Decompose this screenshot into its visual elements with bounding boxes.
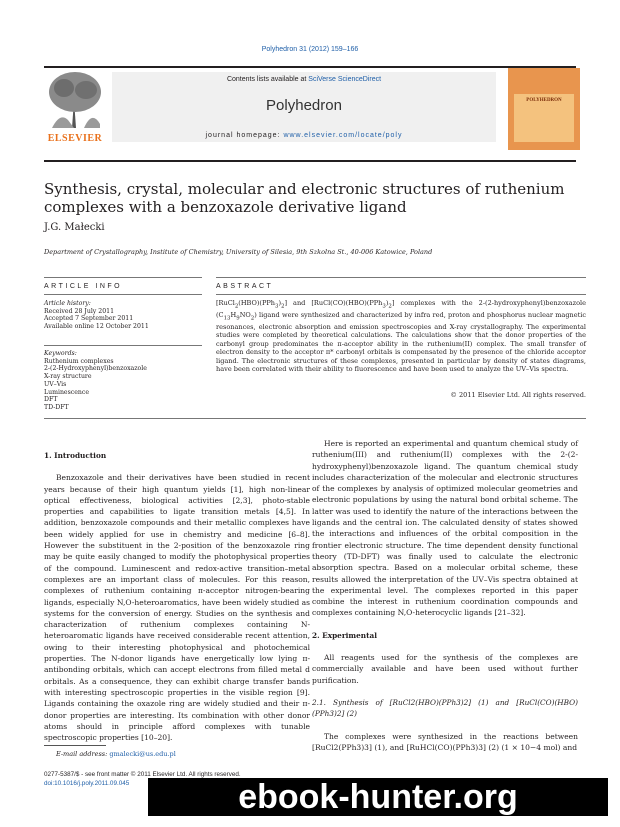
- right-column: [312, 438, 578, 753]
- experimental-heading: 2. Experimental: [312, 630, 377, 640]
- homepage-link[interactable]: www.elsevier.com/locate/poly: [283, 132, 403, 139]
- cover-title: POLYHEDRON: [526, 98, 562, 103]
- contents-line: [112, 76, 496, 83]
- abstract-top-rule: [216, 277, 586, 278]
- corresponding-email: [56, 750, 176, 758]
- keywords-rule: [44, 345, 202, 346]
- abstract-text: $[RuCl_2(HBO)(PPh_3)_2]$ and $[RuCl(CO)(HBO)(PPh_3)_2]$ complexes with the 2-(2-hydroxyphenyl)benzoxazole $(C_{13}H_9NO_2)$ ligand were synthesized and characterized by infra red, proton and phosphorus nuclear magnetic resonances, electronic absorption and emission spectroscopies and X-ray crystallography. The experimental studies were completed by theoretical calculations. The calculations show that the donor properties of the carbonyl group predominates the π-acceptor ability in the ruthenium(II) complex. The small transfer of electron density to the acceptor π* carbonyl orbitals is compensated by the presence of the chloride acceptor ligand. The electronic structures of these complexes, presented in particular by density of states diagrams, have been correlated with their ability to fluorescence and have been used to analyze the UV–Vis spectra.: [216, 299, 587, 374]
- journal-reference[interactable]: Polyhedron 31 (2012) 159–166: [261, 46, 359, 53]
- elsevier-wordmark: ELSEVIER: [47, 133, 103, 144]
- author-affiliation: Department of Crystallography, Institute of Chemistry, University of Silesia, 9th Szkolna St., 40-006 Katowice, Poland: [44, 248, 433, 256]
- keyword: 2-(2-Hydroxyphenyl)benzoxazole: [44, 365, 147, 373]
- footnote-rule: [44, 745, 106, 746]
- abstract-copyright: © 2011 Elsevier Ltd. All rights reserved.: [450, 391, 586, 399]
- journal-homepage-line: [112, 132, 496, 139]
- keyword: Ruthenium complexes: [44, 357, 114, 365]
- header-bottom-rule: [44, 160, 576, 162]
- journal-cover-thumbnail: [508, 68, 580, 150]
- keyword: X-ray structure: [44, 373, 92, 381]
- email-label: E-mail address:: [56, 750, 110, 758]
- article-info-top-rule: [44, 277, 202, 278]
- keywords-list: [44, 350, 204, 412]
- introduction-paragraph: Here is reported an experimental and quantum chemical study of ruthenium(III) and ruthenium(II) complexes with the 2-(2-hydroxyphenyl)benzoxazole ligand. The quantum chemical study includes characterization of the molecular and electronic structures of the complexes by analysis of optimized molecular geometries and electronic populations by using the natural bond orbital scheme. The latter was used to identify the nature of the interactions between the ligands and the central ion. The calculated density of states showed the interactions and influences of the orbital composition in the frontier electronic structure. The time dependent density functional theory (TD-DFT) was finally used to calculate the electronic absorption spectra. Based on a molecular orbital scheme, these results allowed the interpretation of the UV–Vis spectra obtained at the experimental level. The complexes reported in this paper combine the interest in ruthenium coordination compounds and complexes containing N,O-heterocyclic ligands [21–32].: [312, 439, 578, 618]
- doi-link[interactable]: doi:10.1016/j.poly.2011.09.045: [44, 780, 130, 787]
- keyword: DFT: [44, 396, 58, 404]
- abstract-heading: ABSTRACT: [216, 283, 274, 290]
- issn-line: 0277-5387/$ - see front matter © 2011 Elsevier Ltd. All rights reserved.: [44, 771, 241, 778]
- homepage-label: journal homepage:: [205, 132, 284, 139]
- history-online: Available online 12 October 2011: [44, 323, 149, 331]
- header-top-rule: [44, 66, 576, 68]
- abstract-mid-rule: [216, 294, 586, 295]
- synthesis-paragraph: The complexes were synthesized in the reactions between [RuCl2(PPh3)3] (1), and [RuHCl(CO)(PPh3)3] (2) (1 × 10−4 mol) and: [312, 731, 578, 752]
- history-label: Article history:: [44, 300, 91, 307]
- article-title: Synthesis, crystal, molecular and electronic structures of ruthenium complexes with a benzoxazole derivative ligand: [44, 180, 565, 216]
- contents-text: Contents lists available at: [226, 76, 309, 83]
- keywords-label: Keywords:: [44, 350, 77, 357]
- history-accepted: Accepted 7 September 2011: [44, 315, 134, 323]
- keyword: UV–Vis: [44, 380, 67, 388]
- left-column: [44, 450, 310, 743]
- author-name: J.G. Małecki: [44, 222, 105, 233]
- article-history: [44, 300, 204, 331]
- introduction-paragraph: Benzoxazole and their derivatives have been studied in recent years because of their high quantum yields [1], high non-linear optical effectiveness, biological activities [2,3], photo-stable properties and capabilities to ligate transition metals [4,5]. In addition, benzoxazole compounds and their metallic complexes have been widely applied for use in chemistry and medicine [6–8]. However the substituent in the 2-position of the benzoxazole ring may be quite easily changed to modify the photophysical properties of the compound. Luminescent and redox-active transition–metal complexes are an important class of molecules. For this reason, complexes of ruthenium containing π-acceptor nitrogen-bearing ligands, especially N,O-heteroaromatics, have been widely studied as systems for the conversion of energy. Studies on the synthesis and characterization of ruthenium complexes containing N-heteroaromatic ligands have received considerable recent attention, owing to their interesting photophysical and photochemical properties. The N-donor ligands have energetically low lying π-antibonding orbitals, which can accept electrons from filled metal d orbitals. As a consequence, they can exhibit charge transfer bands with interesting spectroscopic properties in the visible region [9]. Ligands containing the oxazole ring are widely studied and their π-donor properties are interesting. Its combination with other donor atoms should in principle afford complexes with tunable spectroscopic properties [10–20].: [44, 473, 310, 743]
- abstract-bottom-rule: [44, 418, 586, 419]
- synthesis-subheading: 2.1. Synthesis of [RuCl2(HBO)(PPh3)2] (1) and [RuCl(CO)(HBO)(PPh3)2] (2): [312, 697, 578, 719]
- keyword: TD-DFT: [44, 403, 69, 411]
- keyword: Luminescence: [44, 388, 90, 396]
- introduction-heading: 1. Introduction: [44, 451, 107, 460]
- email-link[interactable]: gmalecki@us.edu.pl: [109, 750, 176, 758]
- article-info-mid-rule: [44, 294, 202, 295]
- history-received: Received 28 July 2011: [44, 307, 115, 315]
- watermark-text: ebook-hunter.org: [238, 778, 518, 816]
- experimental-paragraph: All reagents used for the synthesis of the complexes are commercially available and have been used without further purification.: [312, 653, 578, 685]
- journal-title: Polyhedron: [266, 97, 342, 114]
- article-info-heading: ARTICLE INFO: [44, 283, 123, 290]
- sciencedirect-link[interactable]: SciVerse ScienceDirect: [308, 76, 382, 83]
